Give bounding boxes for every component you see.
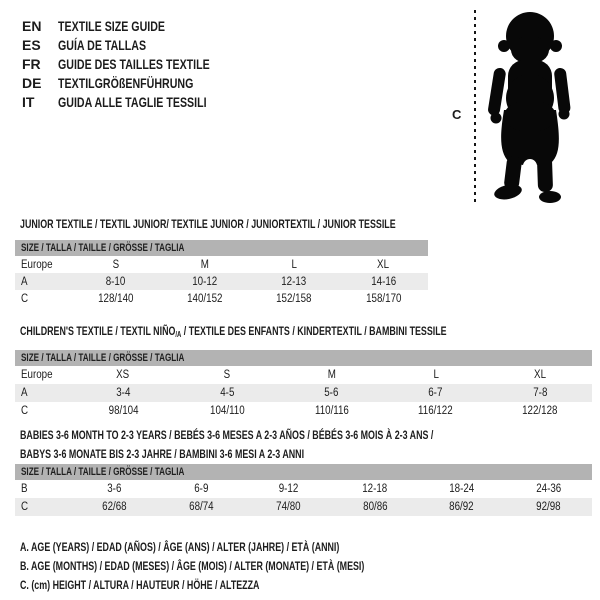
height-cell: 86/92 [449, 501, 474, 513]
language-title: TEXTILGRÖßENFÜHRUNG [58, 74, 194, 91]
language-title: TEXTILE SIZE GUIDE [58, 17, 166, 34]
size-header-bar [15, 240, 428, 256]
size-cell: M [327, 369, 336, 381]
language-row-en [22, 16, 258, 35]
age-cell: 9-12 [278, 483, 298, 495]
height-cell: 122/128 [522, 405, 558, 417]
height-cell: 128/140 [97, 293, 134, 305]
babies-section-heading: BABIES 3-6 MONTH TO 2-3 YEARS / BEBÉS 3-6 MESES A 2-3 AÑOS / BÉBÉS 3-6 MOIS À 2-3 ANS / BABYS 3-6 MONATE BIS 2-3 JAHRE / BAMBINI 3-6 MESI A 2-3 ANNI [20, 428, 434, 461]
size-cell: XS [116, 369, 130, 381]
table-row-europe [15, 256, 428, 273]
size-header-label: SIZE / TALLA / TAILLE / GRÖSSE / TAGLIA [21, 242, 185, 254]
height-cell: 110/116 [314, 405, 349, 417]
row-label: C [21, 293, 29, 305]
size-cell: S [112, 258, 119, 271]
height-reference-line [474, 10, 476, 205]
junior-size-table [15, 240, 428, 308]
language-code: DE [22, 74, 42, 91]
table-row-c [15, 290, 428, 308]
row-label: A [21, 275, 28, 288]
children-size-table [15, 350, 592, 420]
age-cell: 6-9 [194, 483, 209, 495]
size-cell: XL [533, 369, 546, 381]
table-row-c [15, 402, 592, 420]
age-cell: 3-4 [116, 387, 131, 399]
age-cell: 14-16 [370, 275, 396, 288]
height-cell: 68/74 [189, 501, 214, 513]
age-cell: 5-6 [324, 387, 339, 399]
language-title: GUIDA ALLE TAGLIE TESSILI [58, 93, 207, 110]
language-title-list [22, 16, 258, 111]
row-label: Europe [21, 369, 53, 381]
language-row-de [22, 73, 258, 92]
height-cell: 80/86 [362, 501, 388, 513]
language-title: GUÍA DE TALLAS [58, 36, 147, 53]
height-cell: 152/158 [276, 293, 312, 305]
age-cell: 8-10 [105, 275, 126, 288]
language-title: GUIDE DES TAILLES TEXTILE [58, 55, 210, 72]
table-row-a [15, 384, 592, 402]
row-label: A [21, 387, 28, 399]
age-cell: 4-5 [220, 387, 235, 399]
height-cell: 62/68 [102, 501, 127, 513]
age-cell: 12-13 [281, 275, 307, 288]
footnote-b: B. AGE (MONTHS) / EDAD (MESES) / ÂGE (MOIS) / ALTER (MONATE) / ETÀ (MESI) [20, 559, 365, 573]
height-cell: 92/98 [536, 501, 561, 513]
row-label: C [21, 501, 29, 513]
height-cell: 74/80 [275, 501, 301, 513]
age-cell: 18-24 [449, 483, 475, 495]
size-cell: S [224, 369, 231, 381]
language-row-fr [22, 54, 258, 73]
size-cell: L [432, 369, 439, 381]
language-code: ES [22, 36, 41, 53]
nino-a-subscript: /A [175, 330, 182, 339]
size-cell: M [200, 258, 209, 271]
height-cell: 140/152 [187, 293, 223, 305]
size-header-bar [15, 464, 592, 480]
height-cell: 116/122 [418, 405, 454, 417]
baby-silhouette-icon [487, 10, 573, 204]
row-label: Europe [21, 258, 53, 271]
junior-section-heading: JUNIOR TEXTILE / TEXTIL JUNIOR/ TEXTILE JUNIOR / JUNIORTEXTIL / JUNIOR TESSILE [20, 217, 396, 231]
language-row-it [22, 92, 258, 111]
age-cell: 12-18 [362, 483, 388, 495]
size-header-label: SIZE / TALLA / TAILLE / GRÖSSE / TAGLIA [21, 466, 185, 478]
babies-size-table [15, 464, 592, 516]
children-section-heading: CHILDREN'S TEXTILE / TEXTIL NIÑO/A / TEXTILE DES ENFANTS / KINDERTEXTIL / BAMBINI TESSILE [20, 324, 447, 339]
height-cell: 104/110 [209, 405, 245, 417]
height-cell: 158/170 [365, 293, 402, 305]
table-row-europe [15, 366, 592, 384]
size-header-label: SIZE / TALLA / TAILLE / GRÖSSE / TAGLIA [21, 352, 185, 364]
language-code: IT [22, 93, 35, 110]
age-cell: 6-7 [428, 387, 443, 399]
language-code: EN [22, 17, 42, 34]
table-row-c [15, 498, 592, 516]
language-code: FR [22, 55, 41, 72]
row-label: B [21, 483, 28, 495]
size-cell: L [291, 258, 297, 271]
row-label: C [21, 405, 29, 417]
age-cell: 3-6 [107, 483, 122, 495]
age-cell: 10-12 [192, 275, 218, 288]
age-cell: 7-8 [532, 387, 547, 399]
legend-footnotes [20, 538, 485, 595]
height-cell: 98/104 [108, 405, 139, 417]
language-row-es [22, 35, 258, 54]
footnote-c: C. (cm) HEIGHT / ALTURA / HAUTEUR / HÖHE / ALTEZZA [20, 578, 260, 592]
size-cell: XL [377, 258, 390, 271]
height-label-c: C [452, 107, 462, 122]
table-row-a [15, 273, 428, 290]
footnote-a: A. AGE (YEARS) / EDAD (AÑOS) / ÂGE (ANS) / ALTER (JAHRE) / ETÀ (ANNI) [20, 540, 340, 554]
table-row-b [15, 480, 592, 498]
size-header-bar [15, 350, 592, 366]
age-cell: 24-36 [536, 483, 562, 495]
